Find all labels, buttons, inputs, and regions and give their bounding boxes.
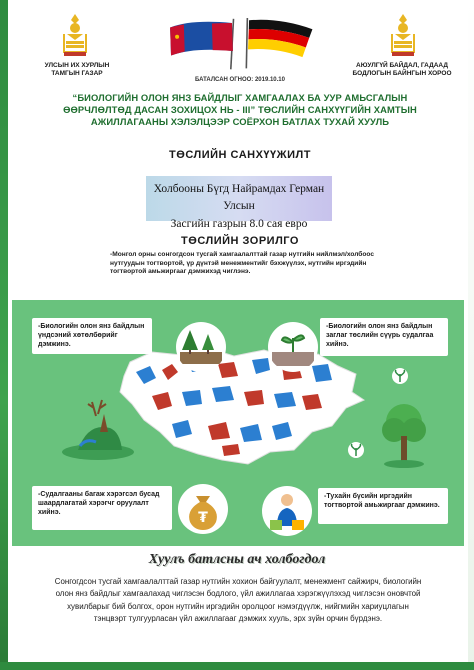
budget-line-2: Засгийн газрын 8.0 сая евро (170, 217, 308, 230)
callout-support-program: -Биологийн олон янз байдлын үндсэний хөтөлбөрийг дэмжинэ. (32, 318, 152, 354)
org-name-left (22, 62, 132, 78)
org-left-line: УЛСЫН ИХ ХУРЛЫН (44, 62, 110, 69)
left-decorative-stripe (0, 0, 8, 670)
budget-heading: ТӨСЛИЙН САНХҮҮЖИЛТ (169, 149, 311, 161)
budget-box (146, 176, 332, 230)
svg-text:₮: ₮ (198, 510, 208, 526)
tree-icon (374, 400, 434, 470)
trees-icon (176, 322, 226, 372)
soyombo-emblem-left-icon (60, 12, 90, 58)
callout-baseline-survey: -Биологийн олон янз байдлын заглаг төслийн сүүрь судалгаа хийнэ. (320, 318, 448, 356)
sprout-icon (344, 440, 368, 460)
goal-text: -Монгол орны сонгогдсон тусгай хамгаалалттай газар нутгийн нийлмэл/холбоос нутгуудын тогтвортой, үр дүнтэй менежментийг бэхжүүлэх, нутгийн иргэдийн тогтвортой амьжиргааг дэмжихэд чиглэнэ. (110, 251, 375, 276)
seedling-icon (268, 322, 318, 372)
money-bag-icon (178, 484, 228, 534)
law-title: “БИОЛОГИЙН ОЛОН ЯНЗ БАЙДЛЫГ ХАМГААЛАХ БА УУР АМЬСГАЛЫН ӨӨРЧЛӨЛТӨД ДАСАН ЗОХИЦОХ НЬ - III” ТӨСЛИЙН САНХҮҮГИЙН ХАМТЫН АЖИЛЛАГААНЫ ХЭЛЭЛЦЭЭР СОЁРХОН БАТЛАХ ТУХАЙ ХУУЛЬ (63, 92, 417, 128)
callout-research-equipment: -Судалгааны багаж хэрэгсэл бусад шаардлагатай хэрэгчг оруулалт хийнэ. (32, 486, 172, 530)
farmer-icon (262, 486, 312, 536)
importance-heading: Хуулъ батлсны ач холбогдол (148, 552, 326, 567)
crossed-flags-icon (164, 14, 314, 74)
approved-date: БАТАЛСАН ОГНОО: 2019.10.10 (195, 77, 285, 83)
org-right-line: БОДЛОГЫН БАЙНГЫН ХОРОО (352, 70, 452, 78)
right-decorative-stripe (468, 0, 474, 670)
bottom-decorative-band (0, 662, 474, 670)
deer-icon (58, 392, 138, 462)
sprout-icon (388, 366, 412, 386)
org-name-right (342, 62, 462, 78)
org-left-line: ТАМГЫН ГАЗАР (51, 70, 103, 78)
org-right-line: АЮУЛГҮЙ БАЙДАЛ, ГАДААД (356, 62, 448, 69)
soyombo-emblem-right-icon (388, 12, 418, 58)
importance-text: Сонгогдсон тусгай хамгаалалттай газар нутгийн хохион байгуулалт, менежмент сайжирч, биологийн олон янз байдлыг хамгаалахад чиглэсэн бодлого, үйл ажиллагаа хэрэгжүүлэхэд чиглэсэн оновчтой хувилбарыг бий болгох, орон нутгийн иргэдийн оролцоог нэмэгдүүлж, нийгмийн хариуцлагын тэнцвэрт тулгуурласан үйл ажиллагааг дэмжих хууль, эрх зүйн орчин бүрдэнэ. (54, 577, 422, 623)
goal-heading: ТӨСЛИЙН ЗОРИЛГО (181, 235, 299, 247)
budget-line-1: Холбооны Бүгд Найрамдах Герман Улсын (153, 183, 325, 213)
callout-livelihood-support: -Тухайн бүсийн иргэдийн тогтвортой амьжиргааг дэмжинэ. (318, 488, 448, 524)
